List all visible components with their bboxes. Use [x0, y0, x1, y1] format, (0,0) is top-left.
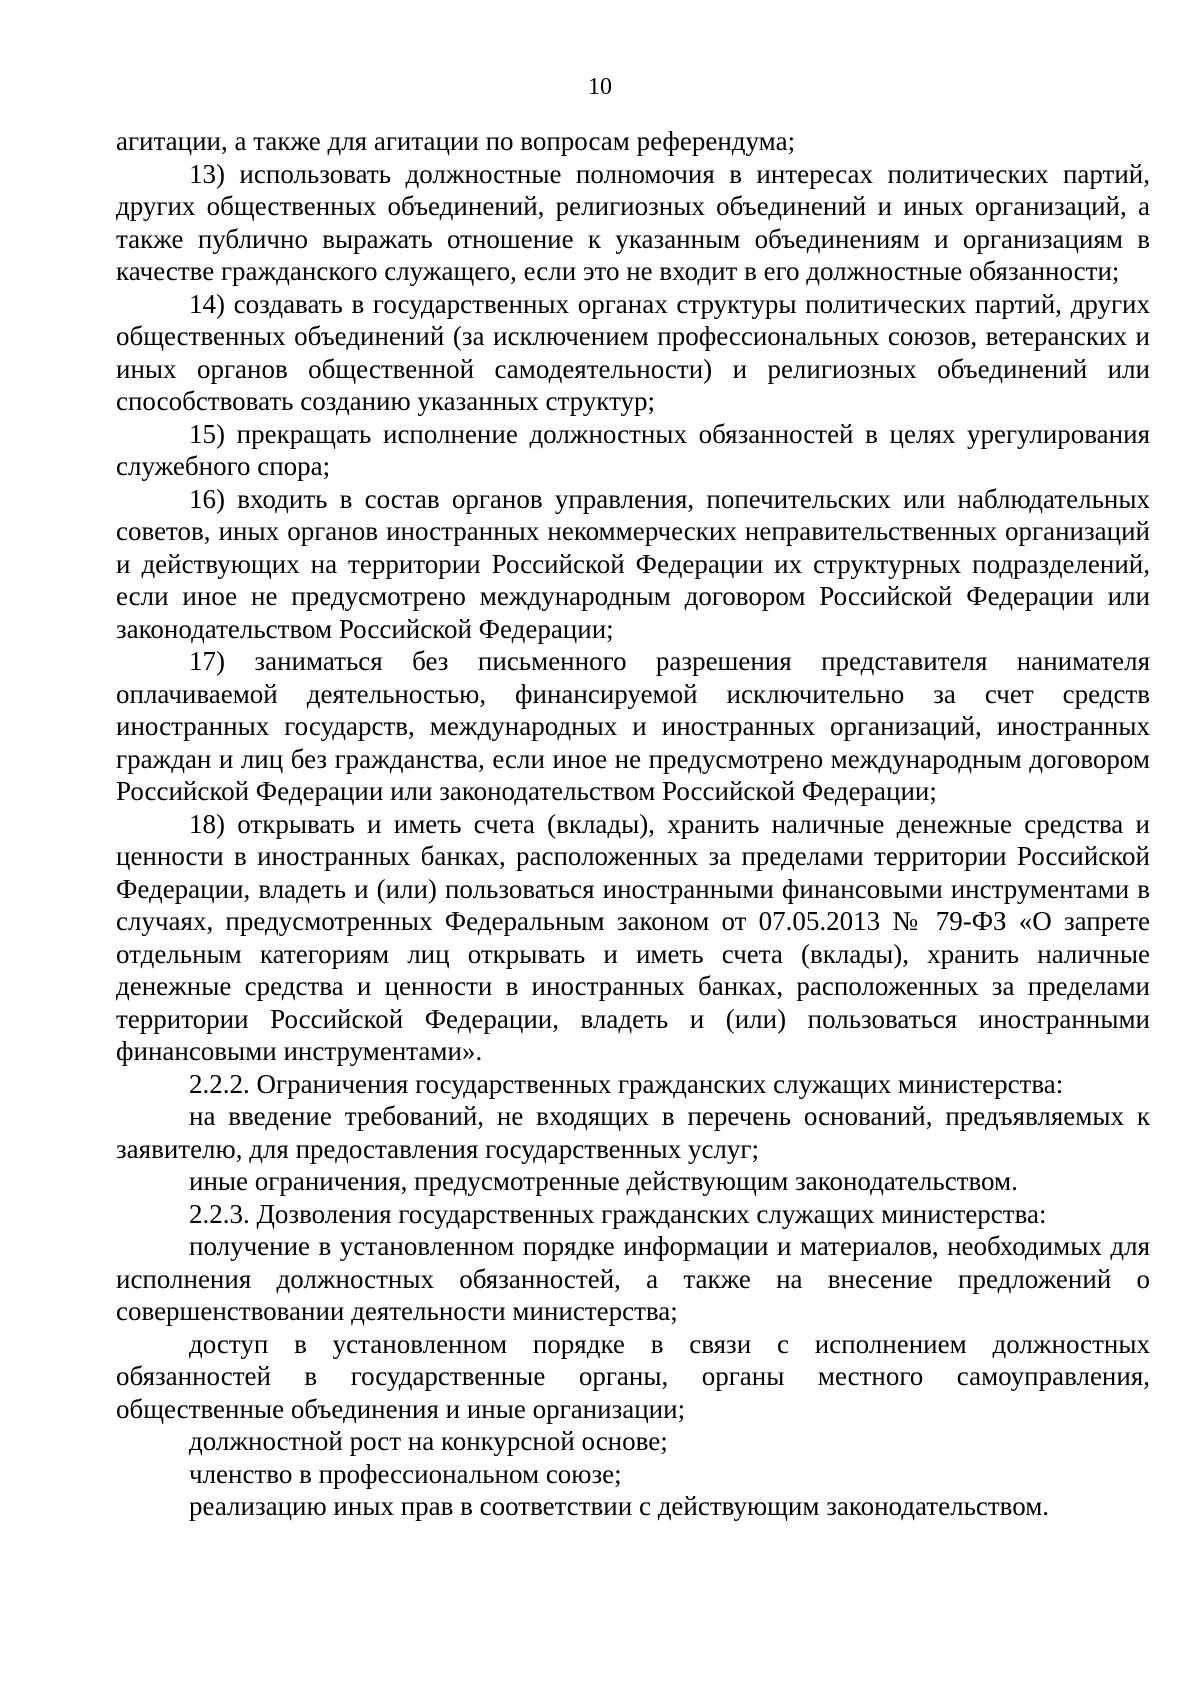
- paragraph: 14) создавать в государственных органах структуры политических партий, других общественных объединений (за исключением профессиональных союзов, ветеранских и иных органов общественной самодеятельности) и религиозных объединений или способствовать созданию указанных структур;: [116, 288, 1150, 416]
- paragraph: членство в профессиональном союзе;: [189, 1458, 622, 1489]
- paragraph: должностной рост на конкурсной основе;: [189, 1426, 668, 1456]
- paragraph: на введение требований, не входящих в перечень оснований, предъявляемых к заявителю, для предоставления государственных услуг;: [116, 1101, 1150, 1164]
- paragraph: агитации, а также для агитации по вопросам референдума;: [116, 126, 796, 156]
- page-number: 10: [588, 74, 612, 100]
- paragraph: 13) использовать должностные полномочия в интересах политических партий, других общественных объединений, религиозных объединений и иных организаций, а также публично выражать отношение к указанным объединениям и организациям в качестве гражданского служащего, если это не входит в его должностные обязанности;: [116, 158, 1150, 286]
- paragraph: 2.2.2. Ограничения государственных гражданских служащих министерства:: [189, 1068, 1064, 1099]
- paragraph: 16) входить в состав органов управления, попечительских или наблюдательных советов, иных органов иностранных некоммерческих неправительственных организаций и действующих на территории Российской Федерации их структурных подразделений, если иное не предусмотрено международным договором Российской Федерации или законодательством Российской Федерации;: [116, 483, 1150, 644]
- paragraph: 18) открывать и иметь счета (вклады), хранить наличные денежные средства и ценности в иностранных банках, расположенных за пределами территории Российской Федерации, владеть и (или) пользоваться иностранными финансовыми инструментами в случаях, предусмотренных Федеральным законом от 07.05.2013 № 79-ФЗ «О запрете отдельным категориям лиц открывать и иметь счета (вклады), хранить наличные денежные средства и ценности в иностранных банках, расположенных за пределами территории Российской Федерации, владеть и (или) пользоваться иностранными финансовыми инструментами».: [116, 808, 1150, 1066]
- paragraph: реализацию иных прав в соответствии с действующим законодательством.: [189, 1491, 1050, 1521]
- paragraph: получение в установленном порядке информации и материалов, необходимых для исполнения должностных обязанностей, а также на внесение предложений о совершенствовании деятельности министерства;: [116, 1231, 1150, 1326]
- paragraph: 2.2.3. Дозволения государственных гражданских служащих министерства:: [189, 1198, 1047, 1229]
- document-body: [116, 125, 1150, 1523]
- paragraph: 17) заниматься без письменного разрешения представителя нанимателя оплачиваемой деятельностью, финансируемой исключительно за счет средств иностранных государств, международных и иностранных организаций, иностранных граждан и лиц без гражданства, если иное не предусмотрено международным договором Российской Федерации или законодательством Российской Федерации;: [116, 646, 1150, 806]
- paragraph: 15) прекращать исполнение должностных обязанностей в целях урегулирования служебного спора;: [116, 418, 1150, 481]
- paragraph: иные ограничения, предусмотренные действующим законодательством.: [189, 1166, 1018, 1196]
- paragraph: доступ в установленном порядке в связи с исполнением должностных обязанностей в государственные органы, органы местного самоуправления, общественные объединения и иные организации;: [116, 1328, 1150, 1424]
